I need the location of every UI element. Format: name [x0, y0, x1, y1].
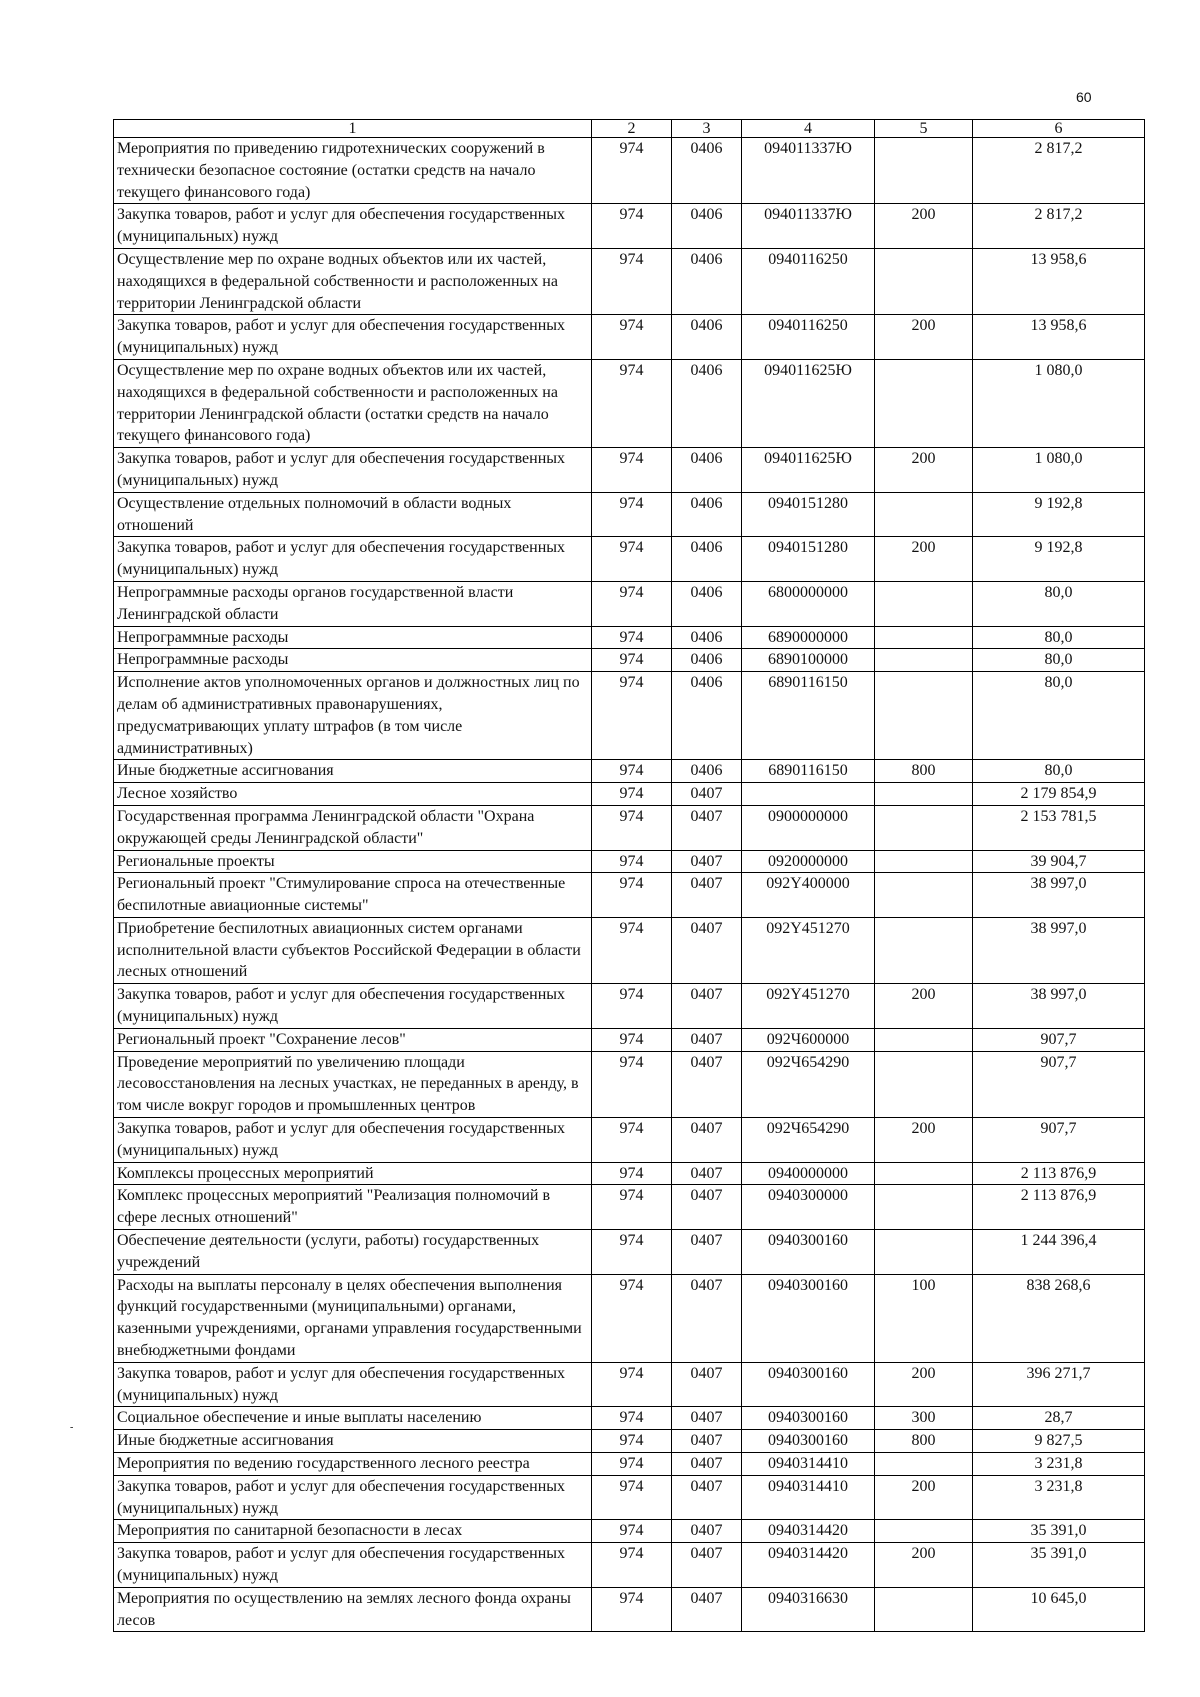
row-gr-cell: 974 — [592, 1587, 672, 1632]
column-header: 6 — [973, 120, 1145, 138]
table-row — [114, 1520, 1145, 1543]
row-vr-cell — [875, 1028, 973, 1051]
row-sum-cell: 10 645,0 — [973, 1587, 1145, 1632]
row-gr-cell: 974 — [592, 315, 672, 360]
table-row — [114, 1274, 1145, 1362]
row-rz-cell: 0406 — [672, 138, 742, 204]
table-row — [114, 917, 1145, 983]
row-name-cell: Закупка товаров, работ и услуг для обеспечения государственных (муниципальных) нужд — [114, 537, 592, 582]
row-rz-cell: 0407 — [672, 1475, 742, 1520]
row-sum-cell: 9 827,5 — [973, 1430, 1145, 1453]
row-csr-cell: 094011625Ю — [742, 448, 875, 493]
row-vr-cell: 200 — [875, 537, 973, 582]
row-gr-cell: 974 — [592, 984, 672, 1029]
row-name-cell: Непрограммные расходы — [114, 626, 592, 649]
row-gr-cell: 974 — [592, 850, 672, 873]
row-sum-cell: 2 113 876,9 — [973, 1185, 1145, 1230]
table-row — [114, 315, 1145, 360]
row-name-cell: Мероприятия по приведению гидротехнических сооружений в технически безопасное состояние (остатки средств на начало текущего финансового года) — [114, 138, 592, 204]
row-sum-cell: 35 391,0 — [973, 1543, 1145, 1588]
row-csr-cell: 0940314420 — [742, 1520, 875, 1543]
row-gr-cell: 974 — [592, 672, 672, 760]
row-sum-cell: 80,0 — [973, 626, 1145, 649]
table-row — [114, 537, 1145, 582]
row-csr-cell: 094011337Ю — [742, 138, 875, 204]
row-csr-cell: 0940300160 — [742, 1230, 875, 1275]
row-csr-cell: 0940314410 — [742, 1475, 875, 1520]
row-csr-cell: 0940300160 — [742, 1362, 875, 1407]
row-name-cell: Иные бюджетные ассигнования — [114, 760, 592, 783]
row-rz-cell: 0406 — [672, 626, 742, 649]
row-csr-cell: 6890000000 — [742, 626, 875, 649]
row-gr-cell: 974 — [592, 138, 672, 204]
row-gr-cell: 974 — [592, 1162, 672, 1185]
row-gr-cell: 974 — [592, 783, 672, 806]
row-csr-cell: 0940151280 — [742, 537, 875, 582]
row-name-cell: Закупка товаров, работ и услуг для обеспечения государственных (муниципальных) нужд — [114, 204, 592, 249]
row-csr-cell: 092Y400000 — [742, 873, 875, 918]
row-csr-cell: 0940316630 — [742, 1587, 875, 1632]
row-csr-cell: 0920000000 — [742, 850, 875, 873]
row-rz-cell: 0407 — [672, 1051, 742, 1117]
row-rz-cell: 0407 — [672, 917, 742, 983]
row-sum-cell: 2 817,2 — [973, 204, 1145, 249]
row-sum-cell: 13 958,6 — [973, 248, 1145, 314]
row-name-cell: Расходы на выплаты персоналу в целях обеспечения выполнения функций государственными (муниципальными) органами, казенными учреждениями, органами управления государственными внебюджетными фондами — [114, 1274, 592, 1362]
row-gr-cell: 974 — [592, 1274, 672, 1362]
row-gr-cell: 974 — [592, 760, 672, 783]
row-csr-cell: 092Ч654290 — [742, 1118, 875, 1163]
row-gr-cell: 974 — [592, 1430, 672, 1453]
table-row — [114, 760, 1145, 783]
row-csr-cell: 6800000000 — [742, 581, 875, 626]
row-name-cell: Исполнение актов уполномоченных органов и должностных лиц по делам об административных правонарушениях, предусматривающих уплату штрафов (в том числе административных) — [114, 672, 592, 760]
table-row — [114, 1430, 1145, 1453]
row-name-cell: Государственная программа Ленинградской области "Охрана окружающей среды Ленинградской области" — [114, 805, 592, 850]
row-name-cell: Мероприятия по ведению государственного лесного реестра — [114, 1453, 592, 1476]
row-rz-cell: 0407 — [672, 1230, 742, 1275]
row-rz-cell: 0407 — [672, 1520, 742, 1543]
row-name-cell: Закупка товаров, работ и услуг для обеспечения государственных (муниципальных) нужд — [114, 448, 592, 493]
row-name-cell: Комплексы процессных мероприятий — [114, 1162, 592, 1185]
row-vr-cell: 300 — [875, 1407, 973, 1430]
row-sum-cell: 3 231,8 — [973, 1453, 1145, 1476]
row-vr-cell: 200 — [875, 1362, 973, 1407]
row-gr-cell: 974 — [592, 1520, 672, 1543]
row-rz-cell: 0406 — [672, 492, 742, 537]
row-sum-cell: 80,0 — [973, 649, 1145, 672]
row-rz-cell: 0406 — [672, 248, 742, 314]
row-name-cell: Закупка товаров, работ и услуг для обеспечения государственных (муниципальных) нужд — [114, 984, 592, 1029]
row-name-cell: Социальное обеспечение и иные выплаты населению — [114, 1407, 592, 1430]
column-header: 1 — [114, 120, 592, 138]
table-row — [114, 204, 1145, 249]
row-vr-cell — [875, 1230, 973, 1275]
row-csr-cell: 094011625Ю — [742, 359, 875, 447]
row-csr-cell: 092Ч654290 — [742, 1051, 875, 1117]
table-row — [114, 805, 1145, 850]
row-gr-cell: 974 — [592, 1543, 672, 1588]
row-rz-cell: 0406 — [672, 672, 742, 760]
row-vr-cell: 100 — [875, 1274, 973, 1362]
column-header: 2 — [592, 120, 672, 138]
row-sum-cell: 2 179 854,9 — [973, 783, 1145, 806]
row-rz-cell: 0406 — [672, 448, 742, 493]
row-name-cell: Закупка товаров, работ и услуг для обеспечения государственных (муниципальных) нужд — [114, 1362, 592, 1407]
row-sum-cell: 907,7 — [973, 1028, 1145, 1051]
table-row — [114, 1362, 1145, 1407]
column-header: 5 — [875, 120, 973, 138]
row-csr-cell: 094011337Ю — [742, 204, 875, 249]
row-rz-cell: 0407 — [672, 1453, 742, 1476]
row-gr-cell: 974 — [592, 248, 672, 314]
table-row — [114, 1543, 1145, 1588]
row-csr-cell: 092Ч600000 — [742, 1028, 875, 1051]
row-rz-cell: 0407 — [672, 1185, 742, 1230]
row-vr-cell: 200 — [875, 204, 973, 249]
table-row — [114, 984, 1145, 1029]
table-row — [114, 492, 1145, 537]
row-vr-cell — [875, 359, 973, 447]
row-gr-cell: 974 — [592, 1230, 672, 1275]
row-gr-cell: 974 — [592, 649, 672, 672]
row-name-cell: Осуществление мер по охране водных объектов или их частей, находящихся в федеральной собственности и расположенных на территории Ленинградской области (остатки средств на начало текущего финансового года) — [114, 359, 592, 447]
row-csr-cell: 0940151280 — [742, 492, 875, 537]
row-sum-cell: 907,7 — [973, 1118, 1145, 1163]
row-sum-cell: 2 113 876,9 — [973, 1162, 1145, 1185]
row-gr-cell: 974 — [592, 204, 672, 249]
row-sum-cell: 9 192,8 — [973, 492, 1145, 537]
row-rz-cell: 0407 — [672, 1407, 742, 1430]
row-sum-cell: 13 958,6 — [973, 315, 1145, 360]
row-vr-cell: 200 — [875, 448, 973, 493]
table-row — [114, 1162, 1145, 1185]
table-row — [114, 1185, 1145, 1230]
row-gr-cell: 974 — [592, 359, 672, 447]
table-row — [114, 1407, 1145, 1430]
row-vr-cell: 200 — [875, 1118, 973, 1163]
row-gr-cell: 974 — [592, 626, 672, 649]
row-name-cell: Осуществление отдельных полномочий в области водных отношений — [114, 492, 592, 537]
table-row — [114, 138, 1145, 204]
row-sum-cell: 80,0 — [973, 581, 1145, 626]
row-name-cell: Иные бюджетные ассигнования — [114, 1430, 592, 1453]
table-row — [114, 248, 1145, 314]
row-csr-cell: 0940300160 — [742, 1407, 875, 1430]
row-rz-cell: 0406 — [672, 581, 742, 626]
row-vr-cell — [875, 626, 973, 649]
row-vr-cell — [875, 672, 973, 760]
row-vr-cell: 200 — [875, 1475, 973, 1520]
table-row — [114, 1453, 1145, 1476]
row-rz-cell: 0406 — [672, 315, 742, 360]
table-row — [114, 581, 1145, 626]
row-gr-cell: 974 — [592, 1362, 672, 1407]
row-csr-cell: 0940300160 — [742, 1274, 875, 1362]
row-name-cell: Лесное хозяйство — [114, 783, 592, 806]
row-vr-cell — [875, 492, 973, 537]
row-rz-cell: 0407 — [672, 1430, 742, 1453]
row-name-cell: Мероприятия по санитарной безопасности в лесах — [114, 1520, 592, 1543]
row-csr-cell: 092Y451270 — [742, 917, 875, 983]
column-header: 3 — [672, 120, 742, 138]
row-csr-cell: 0940300000 — [742, 1185, 875, 1230]
row-name-cell: Приобретение беспилотных авиационных систем органами исполнительной власти субъектов Российской Федерации в области лесных отношений — [114, 917, 592, 983]
row-name-cell: Региональный проект "Стимулирование спроса на отечественные беспилотные авиационные системы" — [114, 873, 592, 918]
row-name-cell: Закупка товаров, работ и услуг для обеспечения государственных (муниципальных) нужд — [114, 1118, 592, 1163]
row-vr-cell: 800 — [875, 760, 973, 783]
row-gr-cell: 974 — [592, 1028, 672, 1051]
row-rz-cell: 0407 — [672, 1274, 742, 1362]
row-csr-cell: 0940314410 — [742, 1453, 875, 1476]
row-sum-cell: 1 080,0 — [973, 359, 1145, 447]
row-vr-cell — [875, 248, 973, 314]
row-gr-cell: 974 — [592, 805, 672, 850]
row-name-cell: Региональные проекты — [114, 850, 592, 873]
table-row — [114, 1118, 1145, 1163]
row-rz-cell: 0407 — [672, 1543, 742, 1588]
row-rz-cell: 0407 — [672, 1362, 742, 1407]
row-csr-cell: 6890100000 — [742, 649, 875, 672]
row-sum-cell: 28,7 — [973, 1407, 1145, 1430]
row-csr-cell: 0900000000 — [742, 805, 875, 850]
row-sum-cell: 35 391,0 — [973, 1520, 1145, 1543]
row-name-cell: Мероприятия по осуществлению на землях лесного фонда охраны лесов — [114, 1587, 592, 1632]
row-sum-cell: 2 817,2 — [973, 138, 1145, 204]
table-row — [114, 359, 1145, 447]
row-csr-cell: 092Y451270 — [742, 984, 875, 1029]
row-name-cell: Закупка товаров, работ и услуг для обеспечения государственных (муниципальных) нужд — [114, 315, 592, 360]
row-gr-cell: 974 — [592, 1118, 672, 1163]
row-sum-cell: 1 244 396,4 — [973, 1230, 1145, 1275]
row-vr-cell: 200 — [875, 315, 973, 360]
row-name-cell: Непрограммные расходы — [114, 649, 592, 672]
row-gr-cell: 974 — [592, 1407, 672, 1430]
row-name-cell: Закупка товаров, работ и услуг для обеспечения государственных (муниципальных) нужд — [114, 1543, 592, 1588]
table-row — [114, 626, 1145, 649]
row-csr-cell: 6890116150 — [742, 672, 875, 760]
row-vr-cell — [875, 1520, 973, 1543]
table-row — [114, 1475, 1145, 1520]
row-vr-cell — [875, 783, 973, 806]
row-csr-cell — [742, 783, 875, 806]
row-name-cell: Региональный проект "Сохранение лесов" — [114, 1028, 592, 1051]
row-name-cell: Проведение мероприятий по увеличению площади лесовосстановления на лесных участках, не переданных в аренду, в том числе вокруг городов и промышленных центров — [114, 1051, 592, 1117]
row-name-cell: Закупка товаров, работ и услуг для обеспечения государственных (муниципальных) нужд — [114, 1475, 592, 1520]
row-csr-cell: 0940116250 — [742, 315, 875, 360]
scan-mark: - — [70, 1422, 74, 1433]
row-gr-cell: 974 — [592, 873, 672, 918]
row-csr-cell: 0940300160 — [742, 1430, 875, 1453]
column-header: 4 — [742, 120, 875, 138]
row-vr-cell — [875, 1051, 973, 1117]
row-sum-cell: 838 268,6 — [973, 1274, 1145, 1362]
row-csr-cell: 0940000000 — [742, 1162, 875, 1185]
table-row — [114, 783, 1145, 806]
row-sum-cell: 396 271,7 — [973, 1362, 1145, 1407]
row-vr-cell — [875, 1453, 973, 1476]
table-row — [114, 1587, 1145, 1632]
row-sum-cell: 3 231,8 — [973, 1475, 1145, 1520]
row-sum-cell: 2 153 781,5 — [973, 805, 1145, 850]
row-sum-cell: 80,0 — [973, 760, 1145, 783]
table-row — [114, 1230, 1145, 1275]
row-csr-cell: 6890116150 — [742, 760, 875, 783]
row-name-cell: Непрограммные расходы органов государственной власти Ленинградской области — [114, 581, 592, 626]
row-vr-cell — [875, 873, 973, 918]
row-rz-cell: 0407 — [672, 1118, 742, 1163]
row-rz-cell: 0407 — [672, 984, 742, 1029]
row-vr-cell: 800 — [875, 1430, 973, 1453]
row-name-cell: Комплекс процессных мероприятий "Реализация полномочий в сфере лесных отношений" — [114, 1185, 592, 1230]
row-vr-cell — [875, 1587, 973, 1632]
row-sum-cell: 80,0 — [973, 672, 1145, 760]
row-vr-cell — [875, 649, 973, 672]
row-vr-cell — [875, 850, 973, 873]
table-row — [114, 448, 1145, 493]
row-vr-cell — [875, 581, 973, 626]
row-sum-cell: 38 997,0 — [973, 984, 1145, 1029]
row-gr-cell: 974 — [592, 1051, 672, 1117]
row-rz-cell: 0406 — [672, 760, 742, 783]
row-vr-cell: 200 — [875, 1543, 973, 1588]
row-rz-cell: 0406 — [672, 537, 742, 582]
row-vr-cell: 200 — [875, 984, 973, 1029]
row-gr-cell: 974 — [592, 537, 672, 582]
row-vr-cell — [875, 805, 973, 850]
budget-table — [113, 119, 1145, 1632]
row-sum-cell: 39 904,7 — [973, 850, 1145, 873]
row-gr-cell: 974 — [592, 492, 672, 537]
row-gr-cell: 974 — [592, 581, 672, 626]
table-body — [114, 138, 1145, 1632]
row-sum-cell: 38 997,0 — [973, 873, 1145, 918]
row-rz-cell: 0407 — [672, 783, 742, 806]
row-sum-cell: 907,7 — [973, 1051, 1145, 1117]
row-vr-cell — [875, 1162, 973, 1185]
row-rz-cell: 0406 — [672, 649, 742, 672]
row-rz-cell: 0407 — [672, 850, 742, 873]
row-rz-cell: 0407 — [672, 805, 742, 850]
table-row — [114, 672, 1145, 760]
row-gr-cell: 974 — [592, 448, 672, 493]
row-gr-cell: 974 — [592, 1453, 672, 1476]
table-row — [114, 649, 1145, 672]
row-rz-cell: 0407 — [672, 1587, 742, 1632]
table-row — [114, 873, 1145, 918]
row-csr-cell: 0940116250 — [742, 248, 875, 314]
row-rz-cell: 0407 — [672, 873, 742, 918]
row-sum-cell: 9 192,8 — [973, 537, 1145, 582]
row-rz-cell: 0407 — [672, 1162, 742, 1185]
row-rz-cell: 0406 — [672, 359, 742, 447]
table-row — [114, 1051, 1145, 1117]
row-csr-cell: 0940314420 — [742, 1543, 875, 1588]
row-vr-cell — [875, 138, 973, 204]
row-gr-cell: 974 — [592, 1475, 672, 1520]
row-gr-cell: 974 — [592, 1185, 672, 1230]
table-row — [114, 1028, 1145, 1051]
header-row — [114, 120, 1145, 138]
row-sum-cell: 38 997,0 — [973, 917, 1145, 983]
row-vr-cell — [875, 917, 973, 983]
row-sum-cell: 1 080,0 — [973, 448, 1145, 493]
page-number: 60 — [1076, 89, 1092, 105]
row-gr-cell: 974 — [592, 917, 672, 983]
row-rz-cell: 0406 — [672, 204, 742, 249]
row-name-cell: Осуществление мер по охране водных объектов или их частей, находящихся в федеральной собственности и расположенных на территории Ленинградской области — [114, 248, 592, 314]
row-name-cell: Обеспечение деятельности (услуги, работы) государственных учреждений — [114, 1230, 592, 1275]
row-rz-cell: 0407 — [672, 1028, 742, 1051]
table-row — [114, 850, 1145, 873]
row-vr-cell — [875, 1185, 973, 1230]
